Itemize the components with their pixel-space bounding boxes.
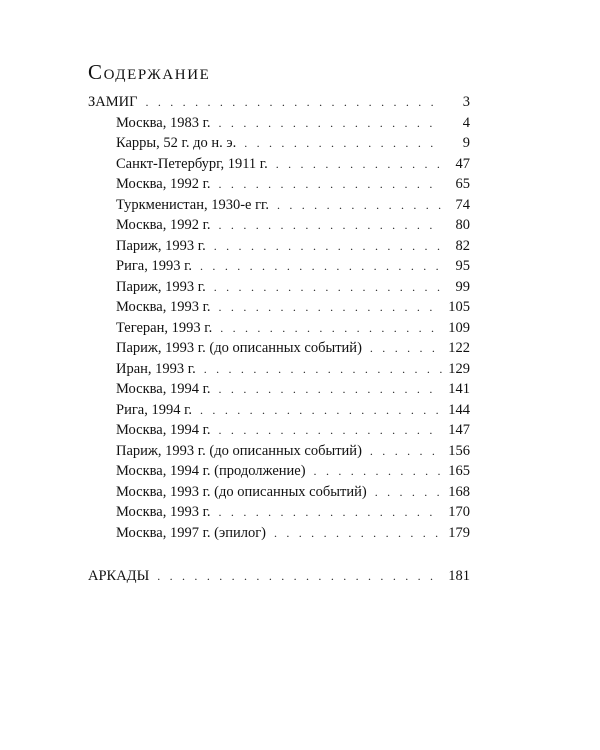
toc-page-number: 129 — [448, 360, 470, 377]
toc-entry-label: Москва, 1993 г. (до описанных событий) — [116, 483, 367, 500]
toc-entry — [116, 359, 470, 379]
toc-entry-label: Париж, 1993 г. (до описанных событий) — [116, 340, 362, 356]
toc-page-number: 105 — [448, 299, 470, 315]
toc-page-number: 144 — [448, 401, 470, 418]
toc-page-number: 82 — [455, 237, 470, 254]
toc-dot-leader — [219, 113, 442, 133]
toc-dot-leader — [214, 277, 442, 297]
toc-page-number: 47 — [455, 155, 470, 172]
toc-page-number: 9 — [462, 135, 470, 151]
toc-entry — [116, 174, 470, 194]
toc-entry-label: Москва, 1997 г. (эпилог) — [116, 524, 266, 541]
toc-page-number: 165 — [448, 463, 470, 479]
toc-entry-label: Москва, 1992 г. — [116, 176, 211, 192]
toc-dot-leader — [214, 236, 442, 256]
toc-entry-label: Туркменистан, 1930-е гг. — [116, 196, 269, 213]
toc-entry — [116, 133, 470, 153]
toc-dot-leader — [219, 379, 442, 399]
toc-dot-leader — [219, 174, 442, 194]
toc-entry-label: Москва, 1993 г. — [116, 504, 211, 520]
toc-dot-leader — [204, 359, 442, 379]
toc-entry — [116, 215, 470, 235]
toc-entry-label: Москва, 1992 г. — [116, 217, 211, 233]
toc-entry-label: Москва, 1994 г. (продолжение) — [116, 463, 306, 479]
toc-page-number: 122 — [448, 340, 470, 356]
toc-entry-label: Париж, 1993 г. (до описанных событий) — [116, 442, 362, 459]
toc-dot-leader — [370, 441, 442, 461]
toc-entry — [88, 92, 470, 112]
toc-page-number: 147 — [448, 422, 470, 438]
toc-entry — [116, 482, 470, 502]
toc-entry — [116, 113, 470, 133]
toc-entry — [116, 338, 470, 358]
toc-entry-label: Москва, 1994 г. — [116, 422, 211, 438]
toc-entry-label: Париж, 1993 г. — [116, 278, 206, 295]
toc-entry-label: ЗАМИГ — [88, 94, 138, 110]
toc-entry — [116, 154, 470, 174]
toc-title: Содержание — [88, 60, 211, 84]
toc-dot-leader — [277, 195, 442, 215]
toc-entry — [116, 297, 470, 317]
toc-entry — [116, 318, 470, 338]
toc-dot-leader — [157, 566, 442, 586]
toc-page-number: 95 — [455, 258, 470, 274]
toc-page-number: 170 — [448, 504, 470, 520]
toc-page-number: 181 — [448, 568, 470, 584]
toc-entry-label: Рига, 1994 г. — [116, 401, 193, 418]
toc-entry — [116, 379, 470, 399]
toc-dot-leader — [274, 523, 442, 543]
toc-dot-leader — [314, 461, 442, 481]
toc-dot-leader — [219, 297, 442, 317]
toc-entry — [116, 441, 470, 461]
toc-dot-leader — [145, 92, 442, 112]
toc-page-number: 179 — [448, 524, 470, 541]
toc-dot-leader — [220, 318, 442, 338]
toc-entry-label: Тегеран, 1993 г. — [116, 319, 213, 336]
toc-entry-label: Иран, 1993 г. — [116, 360, 196, 377]
toc-entry-label: Рига, 1993 г. — [116, 258, 193, 274]
toc-dot-leader — [244, 133, 442, 153]
toc-entry-label: Москва, 1993 г. — [116, 299, 211, 315]
toc-entry-label: Карры, 52 г. до н. э. — [116, 135, 237, 151]
toc-dot-leader — [276, 154, 442, 174]
toc-page-number: 74 — [455, 196, 470, 213]
toc-entry-label: Париж, 1993 г. — [116, 237, 206, 254]
toc-entry — [116, 256, 470, 276]
toc-entry — [88, 566, 470, 586]
toc-page-number: 168 — [448, 483, 470, 500]
toc-page-number: 156 — [448, 442, 470, 459]
toc-entry-label: Санкт-Петербург, 1911 г. — [116, 155, 268, 172]
toc-dot-leader — [219, 420, 442, 440]
toc-entry-label: АРКАДЫ — [88, 568, 150, 584]
toc-page-number: 141 — [448, 381, 470, 397]
toc-dot-leader — [219, 215, 442, 235]
toc-dot-leader — [219, 502, 442, 522]
toc-page-number: 4 — [462, 114, 470, 131]
toc-entry — [116, 400, 470, 420]
toc-page-number: 99 — [455, 278, 470, 295]
toc-dot-leader — [200, 256, 442, 276]
toc-entry — [116, 502, 470, 522]
toc-page-number: 80 — [455, 217, 470, 233]
toc-dot-leader — [375, 482, 442, 502]
toc-page-number: 65 — [455, 176, 470, 192]
toc-entry — [116, 195, 470, 215]
toc-dot-leader — [370, 338, 442, 358]
toc-entry-label: Москва, 1983 г. — [116, 114, 211, 131]
toc-entry — [116, 236, 470, 256]
toc-dot-leader — [200, 400, 442, 420]
toc-entry — [116, 420, 470, 440]
toc-entry-label: Москва, 1994 г. — [116, 381, 211, 397]
toc-entry — [116, 461, 470, 481]
toc-entry — [116, 523, 470, 543]
toc-entry — [116, 277, 470, 297]
toc-page-number: 3 — [462, 94, 470, 110]
toc-page-number: 109 — [448, 319, 470, 336]
